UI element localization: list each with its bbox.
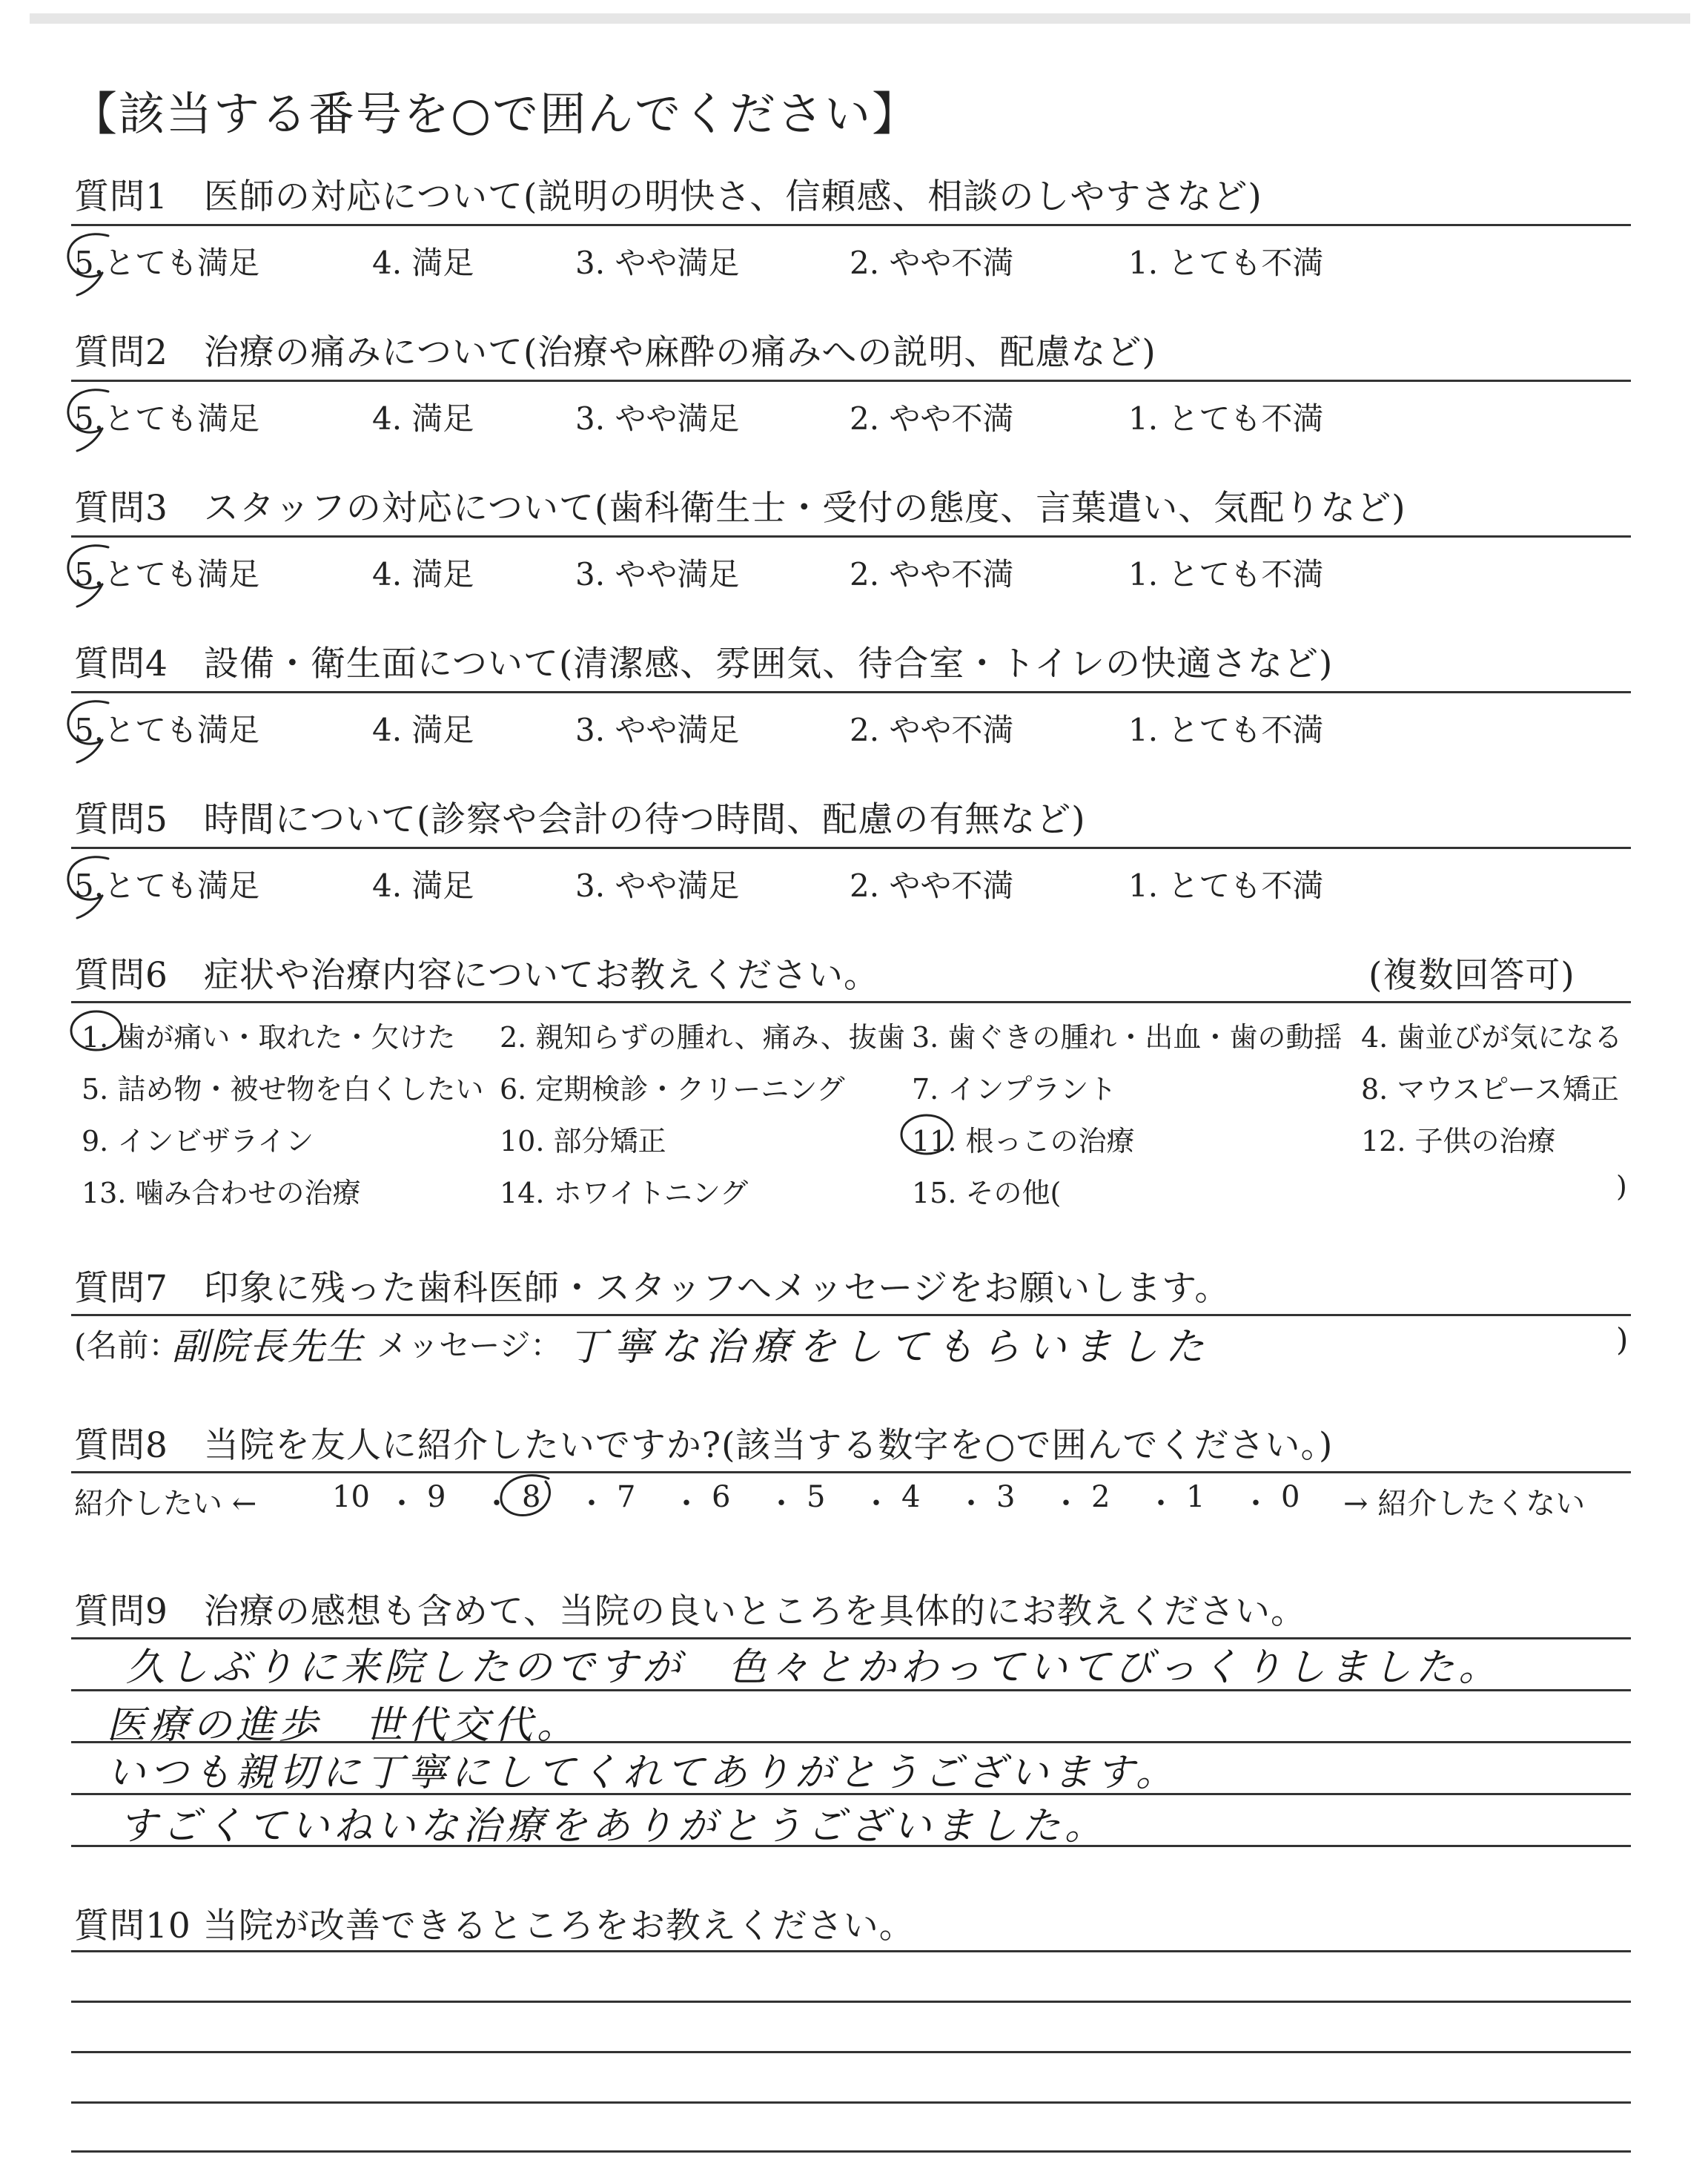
- q7-message-value: 丁寧な治療をしてもらいました: [568, 1325, 1212, 1370]
- q3-option-1[interactable]: 1. とても不満: [1128, 556, 1324, 592]
- q8-rule: [71, 1471, 1631, 1473]
- q3-option-2[interactable]: 2. やや不満: [850, 556, 1014, 592]
- q5-option-2[interactable]: 2. やや不満: [850, 868, 1014, 904]
- q6-option-15[interactable]: 15. その他(: [912, 1177, 1062, 1209]
- q8-scale-separator: ・: [767, 1487, 796, 1521]
- q6-title: 質問6 症状や治療内容についてお教えください。: [74, 955, 879, 996]
- q4-option-2[interactable]: 2. やや不満: [850, 712, 1014, 748]
- q7-title: 質問7 印象に残った歯科医師・スタッフへメッセージをお願いします。: [74, 1268, 1231, 1309]
- q1-rule: [71, 224, 1631, 226]
- q5-option-5[interactable]: 5.とても満足: [74, 868, 260, 904]
- q2-option-2[interactable]: 2. やや不満: [850, 400, 1014, 437]
- q7-close-paren: ): [1616, 1321, 1629, 1358]
- q5-selection-circle: [64, 854, 123, 914]
- q2-title: 質問2 治療の痛みについて(治療や麻酔の痛みへの説明、配慮など): [74, 332, 1156, 373]
- page-heading: 【該当する番号を○で囲んでください】: [71, 87, 920, 141]
- q1-option-3[interactable]: 3. やや満足: [575, 245, 740, 281]
- q10-line-1: [71, 1950, 1631, 1952]
- q6-option-5[interactable]: 5. 詰め物・被せ物を白くしたい: [82, 1073, 484, 1106]
- q3-option-3[interactable]: 3. やや満足: [575, 556, 740, 592]
- q5-option-1[interactable]: 1. とても不満: [1128, 868, 1324, 904]
- q6-option-11[interactable]: 11. 根っこの治療: [912, 1125, 1135, 1157]
- q2-option-4[interactable]: 4. 満足: [372, 400, 474, 437]
- q6-option-10[interactable]: 10. 部分矯正: [500, 1125, 666, 1157]
- q10-line-3: [71, 2051, 1631, 2053]
- q8-title: 質問8 当院を友人に紹介したいですか?(該当する数字を○で囲んでください。): [74, 1425, 1334, 1466]
- q6-option-6[interactable]: 6. 定期検診・クリーニング: [500, 1073, 845, 1106]
- q6-note: (複数回答可): [1368, 955, 1575, 996]
- q8-scale-separator: ・: [577, 1487, 606, 1521]
- q9-title: 質問9 治療の感想も含めて、当院の良いところを具体的にお教えください。: [74, 1591, 1306, 1632]
- q5-option-3[interactable]: 3. やや満足: [575, 868, 740, 904]
- q6-selection-circle-1: [68, 1008, 128, 1060]
- q8-scale-separator: ・: [672, 1487, 701, 1521]
- q8-scale-separator: ・: [387, 1487, 417, 1521]
- q8-scale-2[interactable]: 2: [1091, 1480, 1110, 1514]
- q10-line-4: [71, 2101, 1631, 2104]
- q8-right-label: → 紹介したくない: [1343, 1487, 1586, 1521]
- q4-option-5[interactable]: 5.とても満足: [74, 712, 260, 748]
- q1-option-4[interactable]: 4. 満足: [372, 245, 474, 281]
- q2-option-1[interactable]: 1. とても不満: [1128, 400, 1324, 437]
- q4-title: 質問4 設備・衛生面について(清潔感、雰囲気、待合室・トイレの快適さなど): [74, 644, 1334, 684]
- q8-scale-separator: ・: [956, 1487, 986, 1521]
- q7-message-label: メッセージ：: [377, 1327, 562, 1364]
- q5-title: 質問5 時間について(診察や会計の待つ時間、配慮の有無など): [74, 799, 1086, 840]
- q6-option-2[interactable]: 2. 親知らずの腫れ、痛み、抜歯: [500, 1021, 905, 1054]
- q5-rule: [71, 847, 1631, 849]
- q8-scale-separator: ・: [1146, 1487, 1176, 1521]
- q6-option-9[interactable]: 9. インビザライン: [82, 1125, 314, 1157]
- q8-scale-1[interactable]: 1: [1186, 1480, 1205, 1514]
- q4-option-3[interactable]: 3. やや満足: [575, 712, 740, 748]
- q8-scale-separator: ・: [861, 1487, 891, 1521]
- q6-option-12[interactable]: 12. 子供の治療: [1361, 1125, 1556, 1157]
- q6-selection-circle-11: [898, 1112, 958, 1164]
- q8-scale-9[interactable]: 9: [427, 1480, 446, 1514]
- q3-title: 質問3 スタッフの対応について(歯科衛生士・受付の態度、言葉遣い、気配りなど): [74, 488, 1406, 529]
- q3-option-4[interactable]: 4. 満足: [372, 556, 474, 592]
- q6-option-8[interactable]: 8. マウスピース矯正: [1361, 1073, 1619, 1106]
- q8-scale-separator: ・: [1051, 1487, 1081, 1521]
- q6-rule: [71, 1001, 1631, 1003]
- q6-option-1[interactable]: 1. 歯が痛い・取れた・欠けた: [82, 1021, 456, 1054]
- q6-option-13[interactable]: 13. 噛み合わせの治療: [82, 1177, 361, 1209]
- q9-answer-4: すごくていねいな治療をありがとうございました。: [119, 1804, 1108, 1849]
- q6-other-close-paren: ): [1616, 1170, 1627, 1203]
- q3-selection-circle: [64, 543, 123, 602]
- q8-scale-7[interactable]: 7: [617, 1480, 636, 1514]
- q8-scale-separator: ・: [1241, 1487, 1271, 1521]
- q8-scale-5[interactable]: 5: [807, 1480, 826, 1514]
- q8-scale-6[interactable]: 6: [712, 1480, 731, 1514]
- q4-rule: [71, 691, 1631, 693]
- q7-name-value: 副院長先生: [172, 1325, 365, 1368]
- q3-option-5[interactable]: 5.とても満足: [74, 556, 260, 592]
- q8-scale-3[interactable]: 3: [996, 1480, 1016, 1514]
- q9-answer-3: いつも親切に丁寧にしてくれてありがとうございます。: [107, 1751, 1179, 1795]
- q10-title: 質問10 当院が改善できるところをお教えください。: [74, 1906, 915, 1946]
- q10-line-5: [71, 2150, 1631, 2153]
- q9-answer-1: 久しぶりに来院したのですが 色々とかわっていてびっくりしました。: [126, 1645, 1502, 1690]
- q8-scale-8[interactable]: 8: [522, 1480, 541, 1514]
- q2-rule: [71, 380, 1631, 382]
- q3-rule: [71, 535, 1631, 538]
- q2-option-5[interactable]: 5.とても満足: [74, 400, 260, 437]
- q5-option-4[interactable]: 4. 満足: [372, 868, 474, 904]
- q1-title: 質問1 医師の対応について(説明の明快さ、信頼感、相談のしやすさなど): [74, 176, 1262, 217]
- q8-scale-0[interactable]: 0: [1281, 1480, 1300, 1514]
- q8-scale-4[interactable]: 4: [901, 1480, 921, 1514]
- q6-option-3[interactable]: 3. 歯ぐきの腫れ・出血・歯の動揺: [912, 1021, 1343, 1054]
- q1-option-5[interactable]: 5.とても満足: [74, 245, 260, 281]
- q6-option-14[interactable]: 14. ホワイトニング: [500, 1177, 749, 1209]
- q8-left-label: 紹介したい ←: [74, 1487, 257, 1521]
- q8-scale-10[interactable]: 10: [332, 1480, 370, 1514]
- q4-selection-circle: [64, 698, 123, 758]
- q7-name-label: (名前：: [74, 1327, 180, 1364]
- q4-option-4[interactable]: 4. 満足: [372, 712, 474, 748]
- q6-option-7[interactable]: 7. インプラント: [912, 1073, 1117, 1106]
- q1-option-2[interactable]: 2. やや不満: [850, 245, 1014, 281]
- q2-selection-circle: [64, 387, 123, 446]
- q8-selection-circle: [497, 1473, 563, 1525]
- scan-edge: [30, 13, 1690, 24]
- q2-option-3[interactable]: 3. やや満足: [575, 400, 740, 437]
- q1-option-1[interactable]: 1. とても不満: [1128, 245, 1324, 281]
- q10-line-2: [71, 2001, 1631, 2003]
- q1-selection-circle: [64, 231, 123, 291]
- q6-option-4[interactable]: 4. 歯並びが気になる: [1361, 1021, 1623, 1054]
- q9-answer-2: 医療の進歩 世代交代。: [107, 1703, 580, 1748]
- q8-scale-separator: ・: [482, 1487, 512, 1521]
- q4-option-1[interactable]: 1. とても不満: [1128, 712, 1324, 748]
